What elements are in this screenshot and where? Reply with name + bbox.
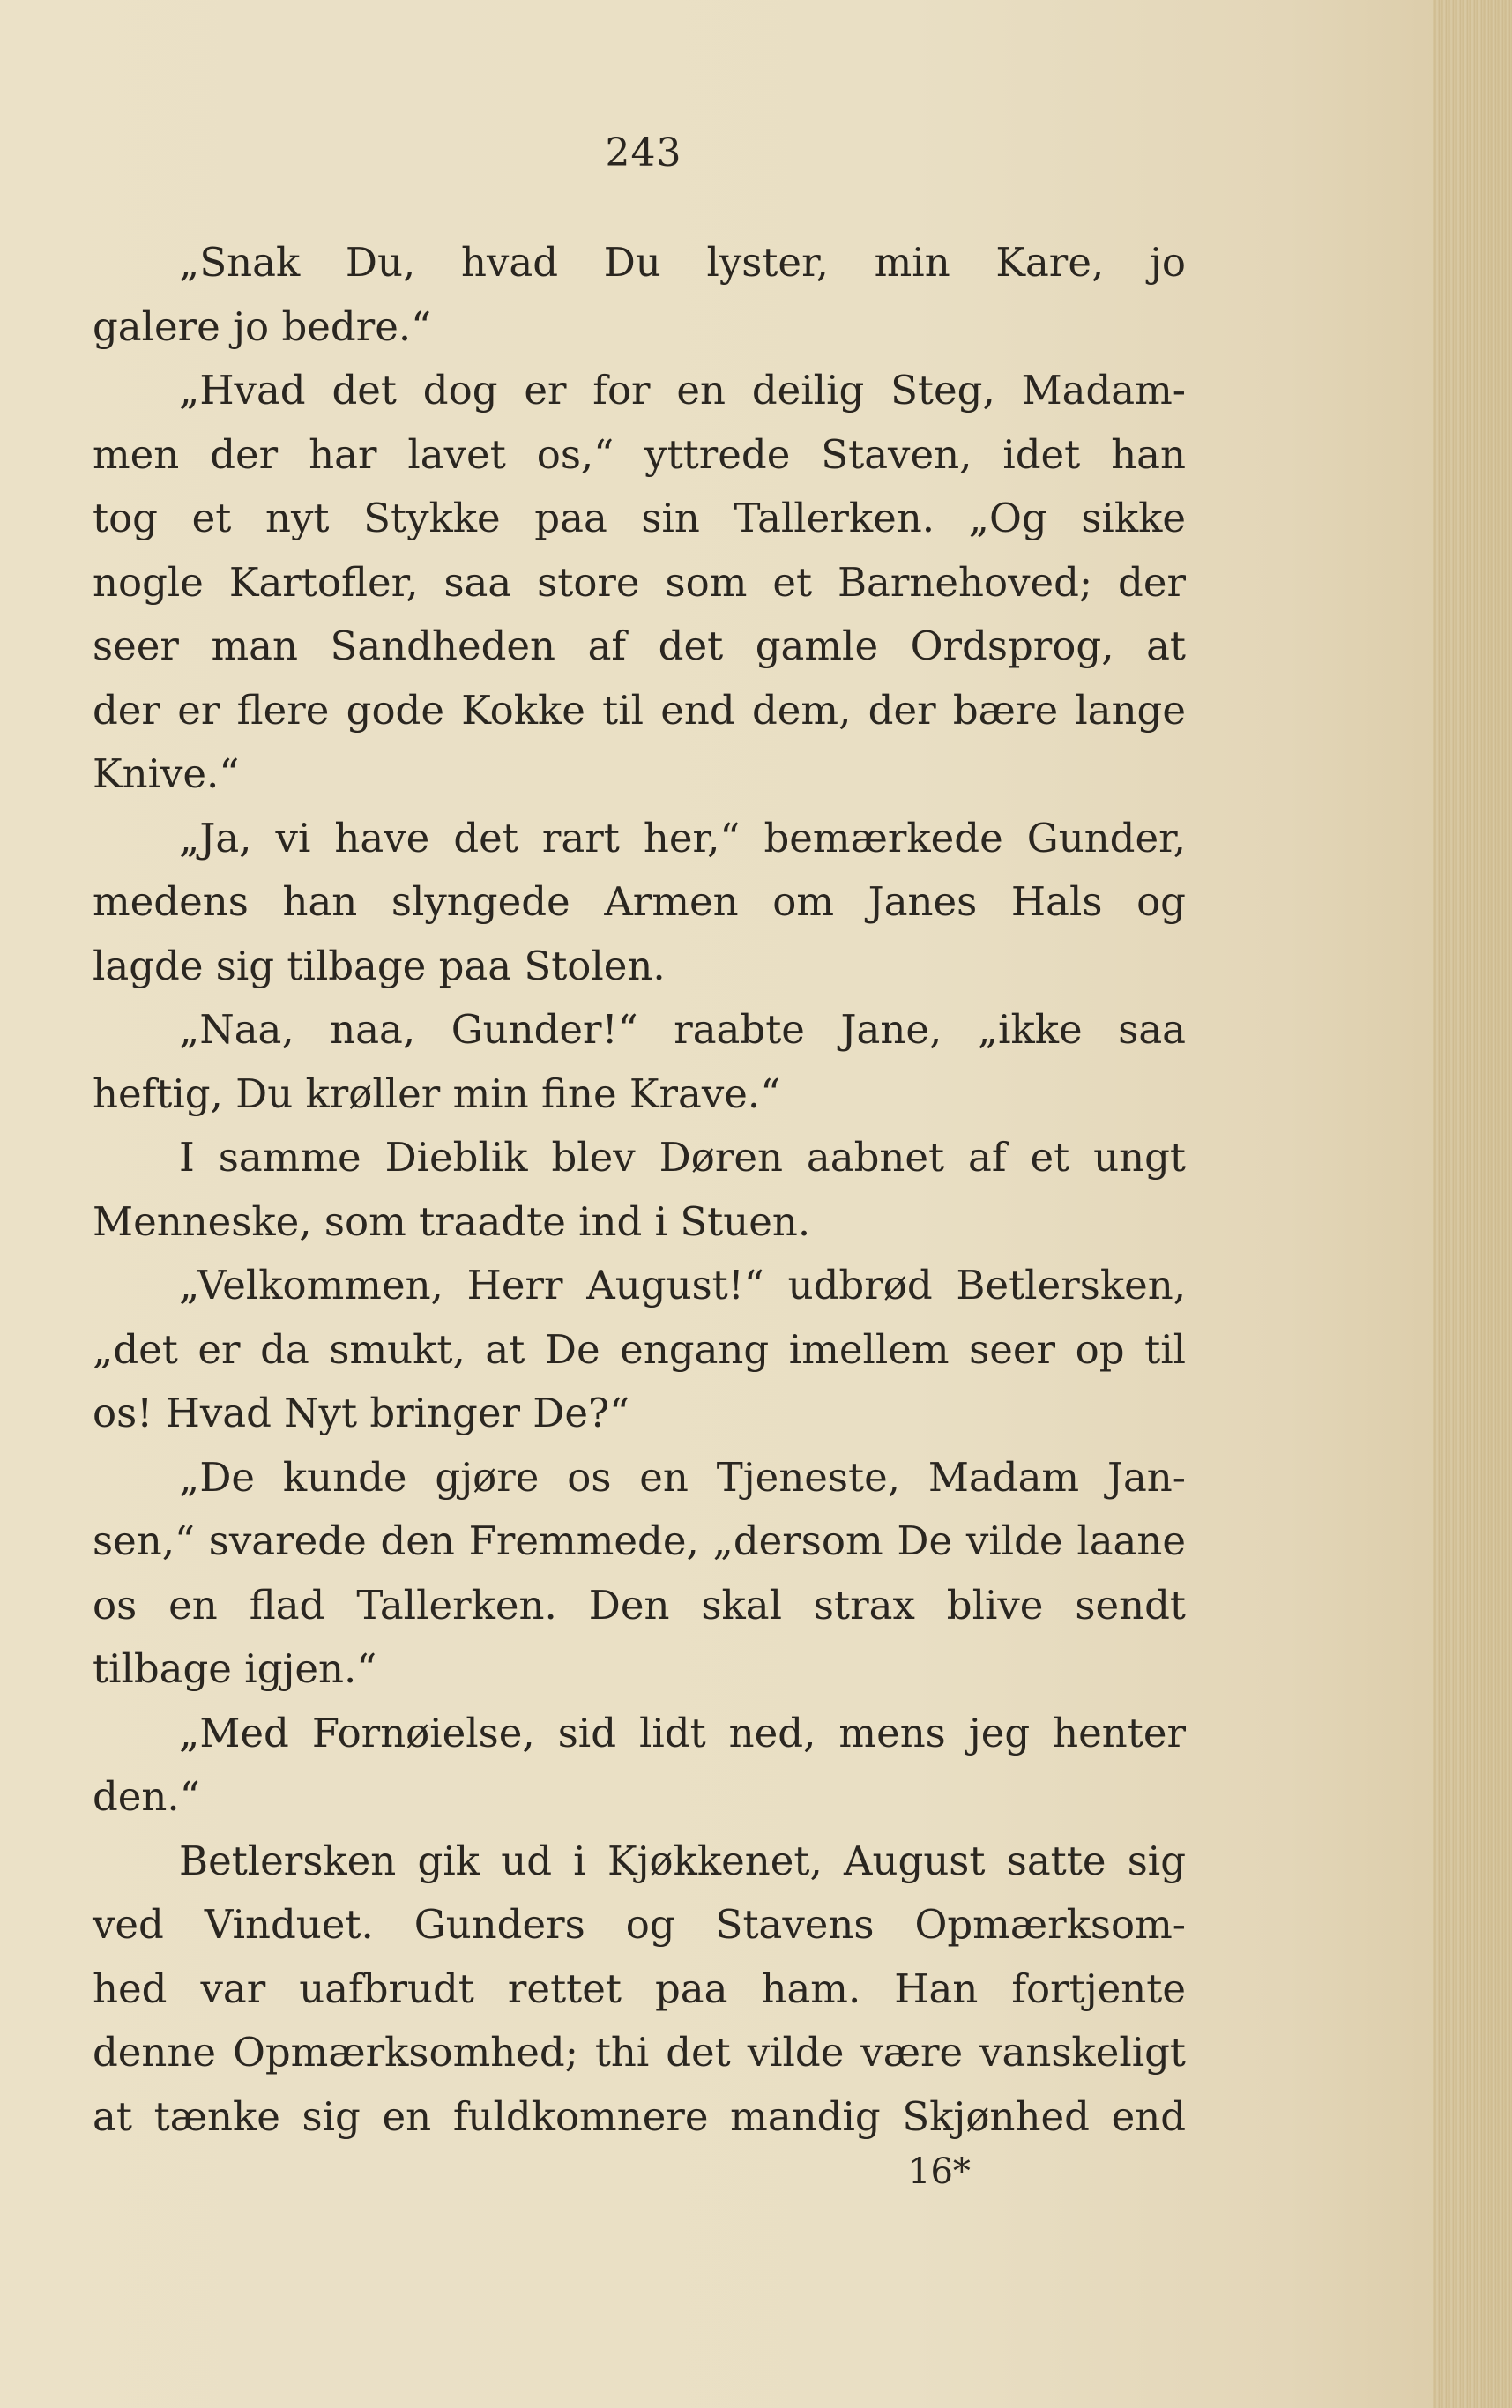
page-edge — [1433, 0, 1512, 2408]
text-line: Betlersken gik ud i Kjøkkenet, August satte sig — [179, 1837, 1186, 1884]
text-line: denne Opmærksomhed; thi det vilde være vanskeligt — [93, 2029, 1186, 2076]
text-line: galere jo bedre.“ — [93, 302, 432, 350]
text-line: hed var uafbrudt rettet paa ham. Han fortjente — [93, 1964, 1186, 2012]
text-line: „Med Fornøielse, sid lidt ned, mens jeg henter — [179, 1709, 1186, 1756]
text-line: tilbage igjen.“ — [93, 1645, 377, 1692]
text-line: „Hvad det dog er for en deilig Steg, Madam- — [179, 367, 1186, 414]
body-text — [93, 231, 1186, 2149]
text-line: sen,“ svarede den Fremmede, „dersom De vilde laane — [93, 1517, 1186, 1564]
text-line: I samme Dieblik blev Døren aabnet af et ungt — [179, 1134, 1186, 1181]
text-line: „Velkommen, Herr August!“ udbrød Betlersken, — [179, 1262, 1186, 1308]
text-line: „Snak Du, hvad Du lyster, min Kare, jo — [179, 239, 1186, 286]
text-line: medens han slyngede Armen om Janes Hals og — [93, 878, 1186, 925]
text-line: Knive.“ — [93, 750, 240, 797]
text-line: der er flere gode Kokke til end dem, der bære lange — [93, 686, 1186, 734]
text-line: lagde sig tilbage paa Stolen. — [93, 942, 666, 989]
text-line: seer man Sandheden af det gamle Ordsprog, at — [93, 623, 1186, 669]
text-line: nogle Kartofler, saa store som et Barnehoved; der — [93, 558, 1186, 606]
text-line: heftig, Du krøller min fine Krave.“ — [93, 1070, 781, 1117]
text-line: „det er da smukt, at De engang imellem seer op til — [93, 1325, 1186, 1373]
text-line: os! Hvad Nyt bringer De?“ — [93, 1390, 630, 1436]
text-line: „Naa, naa, Gunder!“ raabte Jane, „ikke saa — [179, 1006, 1186, 1053]
signature-mark: 16* — [908, 2151, 971, 2192]
page-number: 243 — [605, 130, 682, 175]
text-line: os en flad Tallerken. Den skal strax blive sendt — [93, 1581, 1186, 1629]
text-line: tog et nyt Stykke paa sin Tallerken. „Og sikke — [93, 495, 1186, 541]
text-line: at tænke sig en fuldkomnere mandig Skjønhed end — [93, 2092, 1186, 2140]
text-line: „Ja, vi have det rart her,“ bemærkede Gunder, — [179, 814, 1186, 861]
text-line: men der har lavet os,“ yttrede Staven, idet han — [93, 430, 1186, 478]
text-line: „De kunde gjøre os en Tjeneste, Madam Jan- — [179, 1453, 1186, 1501]
text-line: den.“ — [93, 1773, 200, 1820]
text-line: Menneske, som traadte ind i Stuen. — [93, 1197, 811, 1245]
text-line: ved Vinduet. Gunders og Stavens Opmærksom- — [93, 1901, 1186, 1948]
